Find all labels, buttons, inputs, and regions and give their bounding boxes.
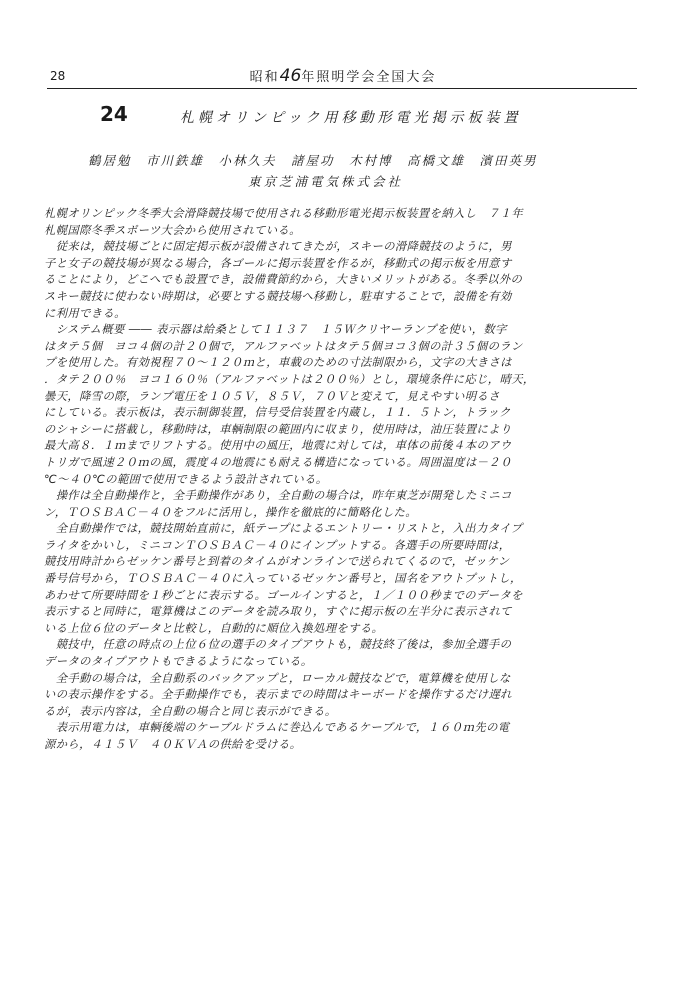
- header-rule: [47, 88, 637, 89]
- body-line: はタテ５個 ヨコ４個の計２０個で，アルファベットはタテ５個ヨコ３個の計３５個のラン: [44, 339, 523, 353]
- body-line: 番号信号から，ＴＯＳＢＡＣ－４０に入っているゼッケン番号と，国名をアウトプットし，: [44, 572, 522, 586]
- running-head-prefix: 昭和: [249, 70, 280, 85]
- body-line: ン，ＴＯＳＢＡＣ－４０をフルに活用し，操作を徹底的に簡略化した。: [44, 505, 417, 519]
- body-line: プを使用した。有効視程７０～１２０ｍと，車載のための寸法制限から，文字の大きさは: [44, 356, 512, 370]
- body-text: [44, 206, 644, 754]
- affiliation: 東京芝浦電気株式会社: [248, 174, 404, 189]
- paper-title: 札幌オリンピック用移動形電光掲示板装置: [180, 110, 522, 126]
- body-line: 従来は，競技場ごとに固定掲示板が設備されてきたが，スキーの滑降競技のように，男: [44, 240, 512, 254]
- author-list: 鶴居勉 市川鉄雄 小林久夫 諸屋功 木村博 高橋文雄 濱田英男: [88, 153, 538, 168]
- body-line: データのタイプアウトもできるようになっている。: [44, 655, 313, 669]
- body-line: 操作は全自動操作と，全手動操作があり，全自動の場合は，昨年東芝が開発したミニコ: [44, 489, 512, 503]
- body-line: 表示すると同時に，電算機はこのデータを読み取り，すぐに掲示板の左半分に表示されて: [44, 605, 512, 619]
- body-line: システム概要 ―― 表示器は給桑として１１３７ １５Ｗクリヤーランプを使い，数字: [44, 323, 507, 337]
- body-line: に利用できる。: [44, 306, 126, 320]
- body-line: 表示用電力は，車輌後端のケーブルドラムに巻込んであるケーブルで，１６０ｍ先の電: [44, 721, 510, 735]
- body-line: 競技用時計からゼッケン番号と到着のタイムがオンラインで送られてくるので，ゼッケン: [44, 555, 510, 569]
- body-line: いる上位６位のデータと比較し，自動的に順位入換処理をする。: [44, 621, 384, 635]
- body-line: にしている。表示板は，表示制御装置，信号受信装置を内蔵し，１１．５トン，トラック: [44, 406, 511, 420]
- body-line: 源から，４１５Ｖ ４０ＫＶＡの供給を受ける。: [44, 738, 302, 751]
- body-line: ライタをかいし，ミニコンＴＯＳＢＡＣ－４０にインプットする。各選手の所要時間は，: [44, 538, 511, 552]
- body-line: 子と女子の競技場が異なる場合，各ゴールに掲示装置を作るが，移動式の掲示板を用意す: [44, 256, 512, 270]
- body-line: トリガで風速２０ｍの風，震度４の地震にも耐える構造になっている。周囲温度は－２０: [44, 455, 512, 469]
- body-line: ℃～４０℃の範囲で使用できるよう設計されている。: [44, 472, 328, 486]
- body-line: ることにより，どこへでも設置でき，設備費節約から，大きいメリットがある。冬季以外の: [44, 273, 523, 287]
- running-head: [218, 66, 468, 86]
- body-line: るが，表示内容は，全自動の場合と同じ表示ができる。: [44, 704, 337, 718]
- page-header: [0, 0, 684, 100]
- body-line: ．タテ２００％ ヨコ１６０％（アルファベットは２００％）とし，環境条件に応じ，晴天，: [44, 372, 535, 386]
- running-head-year: 46: [279, 66, 302, 86]
- body-line: 最大高８．１ｍまでリフトする。使用中の風圧，地震に対しては，車体の前後４本のアウ: [44, 439, 512, 453]
- body-line: 札幌国際冬季スポーツ大会から使用されている。: [44, 223, 301, 237]
- body-line: 曇天，降雪の際，ランプ電圧を１０５Ｖ，８５Ｖ，７０Ｖと変えて，見えやすい明るさ: [44, 389, 500, 403]
- body-line: スキー競技に使わない時期は，必要とする競技場へ移動し，駐車することで，設備を有効: [44, 289, 512, 303]
- body-line: のシャシーに搭載し，移動時は，車輌制限の範囲内に収まり，使用時は，油圧装置により: [44, 422, 512, 436]
- body-line: 全自動操作では，競技開始直前に，紙テープによるエントリー・リストと，入出力タイプ: [44, 522, 523, 536]
- body-line: 札幌オリンピック冬季大会滑降競技場で使用される移動形電光掲示板装置を納入し ７１年: [44, 207, 524, 220]
- running-head-suffix: 年照明学会全国大会: [301, 70, 437, 85]
- paper-number: 24: [100, 102, 128, 126]
- body-line: 全手動の場合は，全自動系のバックアップと，ローカル競技などで，電算機を使用しな: [44, 671, 511, 685]
- page-number: 28: [50, 69, 66, 83]
- body-line: あわせて所要時間を１秒ごとに表示する。ゴールインすると，１／１００秒までのデータを: [44, 588, 523, 602]
- body-line: 競技中，任意の時点の上位６位の選手のタイプアウトも，競技終了後は，参加全選手の: [44, 638, 512, 652]
- body-line: いの表示操作をする。全手動操作でも，表示までの時間はキーボードを操作するだけ遅れ: [44, 688, 512, 702]
